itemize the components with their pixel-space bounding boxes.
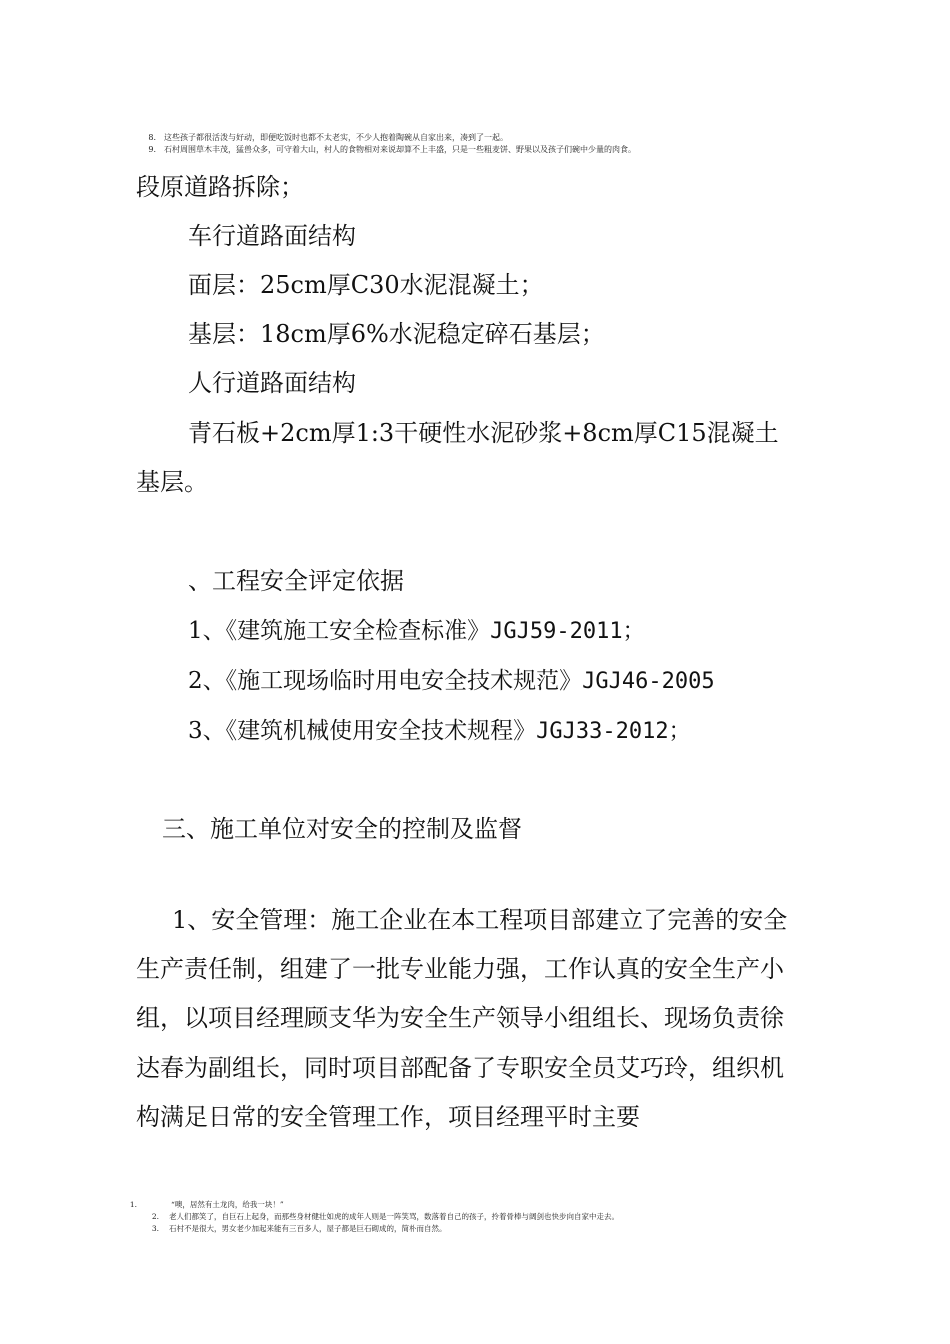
section3-heading: 三、施工单位对安全的控制及监督 — [162, 815, 522, 843]
road-line-5: 人行道路面结构 — [188, 369, 356, 397]
section2-heading: 、工程安全评定依据 — [188, 567, 404, 595]
reference-item: 3、《建筑机械使用安全技术规程》JGJ33-2012； — [188, 718, 691, 744]
paragraph-line: 组，以项目经理顾支华为安全生产领导小组组长、现场负责徐 — [136, 1004, 784, 1032]
paragraph-line: 构满足日常的安全管理工作，项目经理平时主要 — [136, 1103, 640, 1131]
road-line-3: 面层：25cm厚C30水泥混凝土； — [188, 271, 544, 299]
header-note: 9. 石村周围草木丰茂，猛兽众多，可守着大山，村人的食物相对来说却算不上丰盛，只是一些粗麦饼、野果以及孩子们碗中少量的肉食。 — [148, 145, 636, 154]
paragraph-line: 生产责任制，组建了一批专业能力强，工作认真的安全生产小 — [136, 955, 784, 983]
reference-item: 2、《施工现场临时用电安全技术规范》JGJ46-2005 — [188, 668, 715, 694]
road-line-4: 基层：18cm厚6%水泥稳定碎石基层； — [188, 320, 605, 348]
road-line-6: 青石板+2cm厚1:3干硬性水泥砂浆+8cm厚C15混凝土 — [188, 419, 779, 447]
paragraph-line: 达春为副组长，同时项目部配备了专职安全员艾巧玲，组织机 — [136, 1054, 784, 1082]
footnote: 2. 老人们都笑了，自巨石上起身，而那些身材健壮如虎的成年人则是一阵笑骂，数落着自己的孩子，拎着骨棒与阔剑也快步向自家中走去。 — [151, 1212, 619, 1221]
road-line-7: 基层。 — [136, 468, 208, 496]
road-line-1: 段原道路拆除； — [136, 173, 304, 201]
reference-item: 1、《建筑施工安全检查标准》JGJ59-2011； — [188, 618, 645, 644]
footnote: 1. “噢，居然有土龙肉，给我一块！” — [129, 1200, 284, 1209]
header-note: 8. 这些孩子都很活泼与好动，即便吃饭时也都不太老实，不少人抱着陶碗从自家出来，凑到了一起。 — [148, 133, 508, 142]
paragraph-line: 1、安全管理：施工企业在本工程项目部建立了完善的安全 — [172, 906, 788, 934]
footnote: 3. 石村不是很大，男女老少加起来能有三百多人，屋子都是巨石砌成的，简朴而自然。 — [151, 1224, 447, 1233]
road-line-2: 车行道路面结构 — [188, 222, 356, 250]
